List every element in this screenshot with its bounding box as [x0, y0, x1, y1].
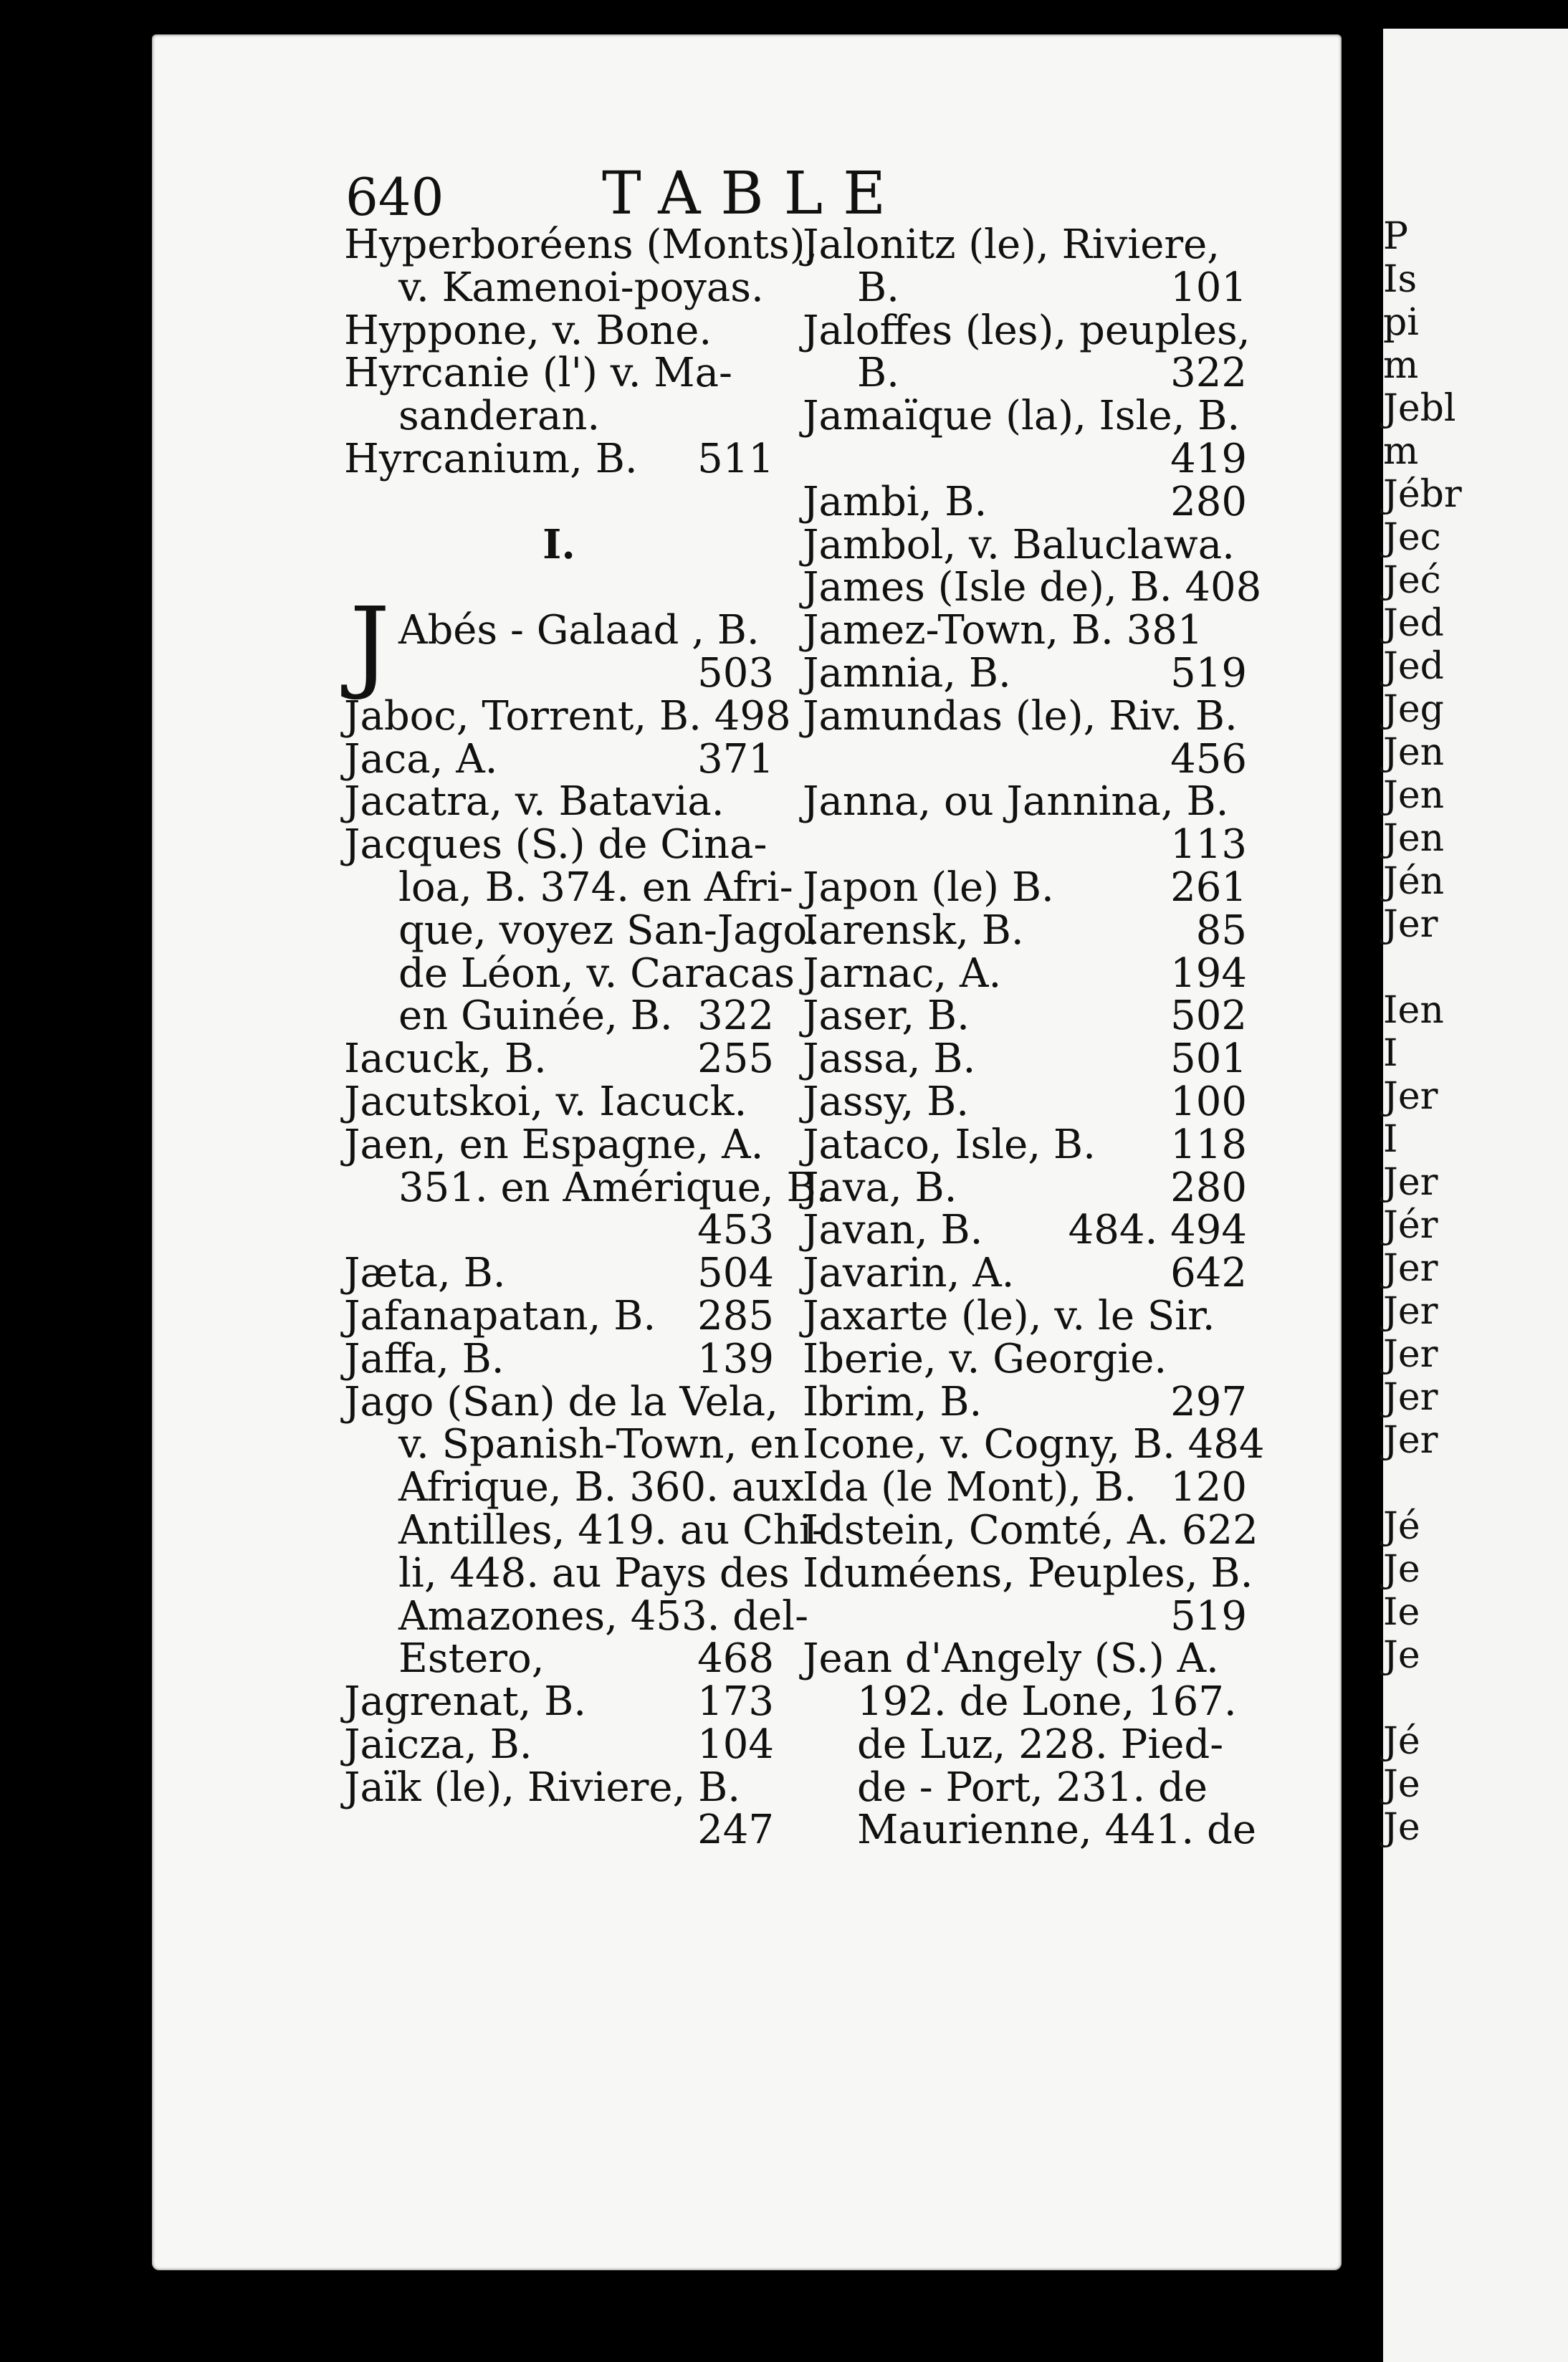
- entry-text: de Léon, v. Caracas: [398, 950, 795, 997]
- entry-text: Jaicza, B.: [344, 1721, 532, 1768]
- entry-text: Jamez-Town, B. 381: [803, 607, 1203, 654]
- index-entry-line: [344, 995, 774, 1038]
- entry-text: de Luz, 228. Pied-: [857, 1721, 1224, 1768]
- entry-text: Ida (le Mont), B.: [803, 1464, 1137, 1511]
- index-entry-line: [803, 909, 1247, 952]
- entry-text: v. Spanish-Town, en: [398, 1421, 800, 1468]
- page-reference: 113: [1170, 821, 1247, 869]
- entry-text: Iberie, v. Georgie.: [803, 1335, 1167, 1382]
- page-reference: 85: [1195, 907, 1247, 954]
- index-entry-line: [803, 1635, 1247, 1683]
- page-reference: 502: [1170, 993, 1247, 1040]
- page-reference: 468: [697, 1635, 774, 1683]
- index-entry-line: [803, 1335, 1247, 1382]
- index-entry-line: [803, 1038, 1247, 1081]
- page-reference: 504: [697, 1250, 774, 1297]
- index-entry-line: [803, 1549, 1253, 1597]
- page-reference: 511: [697, 435, 774, 482]
- index-entry-line: [344, 649, 774, 697]
- page-reference: 484. 494: [1068, 1207, 1247, 1254]
- index-entry-line: [344, 1121, 774, 1168]
- index-entry-line: [803, 1678, 1247, 1726]
- entry-text: Jago (San) de la Vela,: [344, 1378, 778, 1425]
- page-reference: 261: [1170, 864, 1247, 911]
- edge-fragment: Jed: [1383, 602, 1444, 645]
- index-entry-line: [344, 1809, 774, 1852]
- entry-text: 192. de Lone, 167.: [857, 1678, 1237, 1726]
- index-entry-line: [344, 566, 774, 609]
- entry-text: v. Kamenoi-poyas.: [398, 264, 764, 311]
- page-reference: 194: [1170, 950, 1247, 997]
- edge-fragment: I: [1383, 1118, 1398, 1161]
- page-reference: 322: [1170, 350, 1247, 397]
- entry-text: Afrique, B. 360. aux: [398, 1464, 804, 1511]
- index-entry-line: [344, 1635, 774, 1683]
- right-index-column: [803, 221, 1265, 1854]
- entry-text: Amazones, 453. del-: [398, 1592, 809, 1640]
- index-entry-line: [803, 395, 1247, 438]
- entry-text: li, 448. au Pays des: [398, 1549, 790, 1597]
- index-entry-line: [803, 649, 1247, 697]
- entry-text: Hyrcanie (l') v. Ma-: [344, 350, 732, 397]
- index-entry-line: [344, 907, 820, 954]
- index-entry-line: [344, 864, 793, 911]
- page-reference: 453: [697, 1207, 774, 1254]
- index-entry-line: [803, 1766, 1247, 1809]
- page-reference: 101: [1170, 264, 1247, 311]
- index-entry-line: [803, 866, 1247, 909]
- index-entry-line: [344, 1252, 774, 1295]
- entry-text: Jataco, Isle, B.: [803, 1121, 1096, 1168]
- edge-fragment: Jen: [1383, 774, 1445, 817]
- entry-text: Jean d'Angely (S.) A.: [803, 1635, 1219, 1683]
- index-entry-line: [344, 435, 774, 482]
- index-entry-line: [344, 1421, 800, 1468]
- index-entry-line: [803, 1723, 1247, 1766]
- entry-text: Hyppone, v. Bone.: [344, 307, 712, 354]
- index-entry-line: [803, 221, 1247, 268]
- entry-text: Jaloffes (les), peuples,: [803, 307, 1251, 354]
- entry-text: Javan, B.: [803, 1207, 983, 1254]
- page-reference: 297: [1170, 1378, 1247, 1425]
- index-entry-line: [344, 1038, 774, 1081]
- entry-text: James (Isle de), B. 408: [803, 564, 1262, 611]
- page-reference: 118: [1170, 1121, 1247, 1168]
- edge-fragment: Je: [1383, 1548, 1420, 1591]
- edge-fragment: Jébr: [1383, 473, 1462, 516]
- entry-text: Java, B.: [803, 1164, 957, 1211]
- edge-fragment: Je: [1383, 1763, 1420, 1806]
- page-reference: 280: [1170, 478, 1247, 525]
- index-entry-line: [803, 1506, 1258, 1554]
- index-entry-line: [344, 950, 795, 997]
- entry-text: B.: [857, 264, 899, 311]
- edge-fragment: Ien: [1383, 989, 1444, 1032]
- edge-fragment: Jer: [1383, 1333, 1438, 1376]
- index-entry-line: [803, 521, 1247, 568]
- index-entry-line: [344, 307, 774, 354]
- entry-text: Jaffa, B.: [344, 1335, 505, 1382]
- entry-text: 351. en Amérique, B.: [398, 1164, 829, 1211]
- page-reference: 519: [1170, 1592, 1247, 1640]
- entry-text: Jambol, v. Baluclawa.: [803, 521, 1235, 568]
- page-reference: 255: [697, 1036, 774, 1083]
- page-reference: 285: [697, 1292, 774, 1339]
- edge-fragment: Jér: [1383, 1204, 1438, 1247]
- index-entry-line: [344, 1506, 826, 1554]
- edge-fragment: Jen: [1383, 731, 1445, 774]
- entry-text: sanderan.: [398, 393, 601, 440]
- entry-text: Japon (le) B.: [803, 864, 1054, 911]
- page-title: TABLE: [602, 160, 906, 228]
- index-entry-line: [803, 609, 1247, 652]
- index-entry-line: [803, 821, 1247, 869]
- entry-text: Estero,: [398, 1635, 545, 1683]
- index-entry-line: [344, 609, 774, 652]
- edge-fragment: Jeć: [1383, 559, 1441, 602]
- entry-text: Jalonitz (le), Riviere,: [803, 221, 1220, 268]
- index-entry-line: [803, 1421, 1265, 1468]
- page-reference: 419: [1170, 435, 1247, 482]
- left-index-column: [344, 221, 829, 1854]
- index-entry-line: [803, 778, 1247, 826]
- index-entry-line: [344, 481, 774, 524]
- index-entry-line: [803, 307, 1251, 354]
- entry-text: en Guinée, B.: [398, 993, 673, 1040]
- page-reference: 100: [1170, 1078, 1247, 1125]
- page-reference: 456: [1170, 735, 1247, 783]
- index-entry-line: [803, 478, 1247, 525]
- index-entry-line: [803, 352, 1247, 395]
- index-entry-line: [803, 1292, 1247, 1339]
- entry-text: Jamnia, B.: [803, 649, 1011, 697]
- entry-text: Jacatra, v. Batavia.: [344, 778, 725, 826]
- entry-text: Jaen, en Espagne, A.: [344, 1121, 764, 1168]
- index-entry-line: [803, 264, 1247, 311]
- page-header: [186, 154, 917, 226]
- index-entry-line: [344, 395, 774, 438]
- edge-fragment: pi: [1383, 301, 1419, 344]
- index-entry-line: [803, 435, 1247, 482]
- index-entry-line: [344, 352, 774, 395]
- index-entry-line: [344, 1766, 774, 1809]
- edge-fragment: Is: [1383, 258, 1418, 301]
- entry-text: Abés - Galaad , B.: [398, 607, 760, 654]
- edge-fragment: Jer: [1383, 1161, 1438, 1204]
- drop-cap-letter: J: [350, 586, 391, 704]
- edge-fragment: Jec: [1383, 516, 1441, 559]
- index-entry-line: [344, 1335, 774, 1382]
- index-entry-line: [803, 1121, 1247, 1168]
- entry-text: Jacutskoi, v. Iacuck.: [344, 1078, 747, 1125]
- entry-text: Icone, v. Cogny, B. 484: [803, 1421, 1265, 1468]
- edge-fragment: P: [1383, 215, 1408, 258]
- entry-text: Jassy, B.: [803, 1078, 970, 1125]
- index-entry-line: [344, 1292, 774, 1339]
- entry-text: Iacuck, B.: [344, 1036, 547, 1083]
- edge-fragment: Jé: [1383, 1720, 1420, 1763]
- edge-fragment: [1383, 946, 1462, 989]
- entry-text: Antilles, 419. au Chi-: [398, 1506, 826, 1554]
- entry-text: Jaïk (le), Riviere, B.: [344, 1764, 741, 1811]
- entry-text: de - Port, 231. de: [857, 1764, 1208, 1811]
- entry-text: B.: [857, 350, 899, 397]
- entry-text: Jamaïque (la), Isle, B.: [803, 393, 1240, 440]
- page-reference: 120: [1170, 1464, 1247, 1511]
- page-reference: 247: [697, 1807, 774, 1854]
- index-entry-line: [344, 1549, 790, 1597]
- index-entry-line: [344, 1592, 809, 1640]
- edge-fragment: Jed: [1383, 645, 1444, 688]
- entry-text: Idstein, Comté, A. 622: [803, 1506, 1258, 1554]
- edge-fragment: Je: [1383, 1806, 1420, 1849]
- entry-text: Jaboc, Torrent, B. 498: [344, 692, 791, 740]
- edge-fragment: m: [1383, 430, 1419, 473]
- edge-fragment: Jer: [1383, 903, 1438, 946]
- index-entry-line: [344, 520, 774, 568]
- edge-fragment: Jer: [1383, 1247, 1438, 1290]
- index-entry-line: [344, 821, 774, 869]
- edge-fragment: Jebl: [1383, 387, 1456, 430]
- page-reference: 519: [1170, 649, 1247, 697]
- edge-fragment: Jén: [1383, 860, 1445, 903]
- edge-fragment: Jer: [1383, 1075, 1438, 1118]
- edge-fragment: Jen: [1383, 817, 1445, 860]
- edge-fragment: Jer: [1383, 1290, 1438, 1333]
- entry-text: Jacques (S.) de Cina-: [344, 821, 768, 869]
- page-reference: 501: [1170, 1036, 1247, 1083]
- index-entry-line: [803, 1592, 1247, 1640]
- facing-page-edge-text: [1383, 215, 1462, 1849]
- entry-text: Javarin, A.: [803, 1250, 1015, 1297]
- index-entry-line: [803, 1466, 1247, 1509]
- entry-text: Janna, ou Jannina, B.: [803, 778, 1229, 826]
- index-entry-line: [803, 995, 1247, 1038]
- page-number: 640: [345, 167, 444, 227]
- index-entry-line: [803, 564, 1262, 611]
- index-entry-line: [803, 1252, 1247, 1295]
- entry-text: Jaca, A.: [344, 735, 498, 783]
- index-entry-line: [344, 1378, 778, 1425]
- index-entry-line: [803, 1164, 1247, 1211]
- index-entry-line: [344, 1209, 774, 1252]
- edge-fragment: Ie: [1383, 1591, 1420, 1634]
- entry-text: Jassa, B.: [803, 1036, 976, 1083]
- edge-fragment: Je: [1383, 1634, 1420, 1677]
- entry-text: Jagrenat, B.: [344, 1678, 587, 1726]
- page-reference: 104: [697, 1721, 774, 1768]
- edge-fragment: Jer: [1383, 1419, 1438, 1462]
- index-entry-line: [803, 952, 1247, 995]
- index-entry-line: [803, 1807, 1256, 1854]
- index-entry-line: [803, 1078, 1247, 1125]
- page-reference: 371: [697, 735, 774, 783]
- index-entry-line: [803, 692, 1247, 740]
- page-reference: 503: [697, 649, 774, 697]
- entry-text: Jaser, B.: [803, 993, 970, 1040]
- index-entry-line: [344, 1464, 804, 1511]
- entry-text: I.: [542, 520, 575, 568]
- entry-text: Jarnac, A.: [803, 950, 1002, 997]
- index-entry-line: [803, 1209, 1247, 1252]
- entry-text: que, voyez San-Jago.: [398, 907, 820, 954]
- index-entry-line: [803, 1378, 1247, 1425]
- edge-fragment: m: [1383, 344, 1419, 387]
- entry-text: Maurienne, 441. de: [857, 1807, 1256, 1854]
- entry-text: Jafanapatan, B.: [344, 1292, 656, 1339]
- page-reference: 322: [697, 993, 774, 1040]
- entry-text: Jamundas (le), Riv. B.: [803, 692, 1238, 740]
- edge-fragment: [1383, 1677, 1462, 1720]
- index-entry-line: [344, 1078, 774, 1125]
- edge-fragment: Jeg: [1383, 688, 1444, 731]
- entry-text: loa, B. 374. en Afri-: [398, 864, 793, 911]
- index-entry-line: [344, 264, 774, 311]
- index-entry-line: [344, 692, 791, 740]
- page-reference: 280: [1170, 1164, 1247, 1211]
- index-entry-line: [344, 221, 818, 268]
- index-entry-line: [344, 1164, 829, 1211]
- entry-text: Hyrcanium, B.: [344, 435, 638, 482]
- entry-text: Jambi, B.: [803, 478, 988, 525]
- edge-fragment: [1383, 1462, 1462, 1505]
- page-reference: 139: [697, 1335, 774, 1382]
- page-reference: 173: [697, 1678, 774, 1726]
- edge-fragment: Jer: [1383, 1376, 1438, 1419]
- entry-text: Jæta, B.: [344, 1250, 506, 1297]
- index-entry-line: [803, 735, 1247, 783]
- entry-text: Hyperboréens (Monts),: [344, 221, 818, 268]
- entry-text: Jaxarte (le), v. le Sir.: [803, 1292, 1215, 1339]
- entry-text: Iduméens, Peuples, B.: [803, 1549, 1253, 1597]
- page-reference: 642: [1170, 1250, 1247, 1297]
- index-entry-line: [344, 1678, 774, 1726]
- index-entry-line: [344, 778, 774, 826]
- entry-text: Ibrim, B.: [803, 1378, 983, 1425]
- index-entry-line: [344, 1723, 774, 1766]
- edge-fragment: I: [1383, 1032, 1398, 1075]
- edge-fragment: Jé: [1383, 1505, 1420, 1548]
- entry-text: Iarensk, B.: [803, 907, 1024, 954]
- index-entry-line: [344, 735, 774, 783]
